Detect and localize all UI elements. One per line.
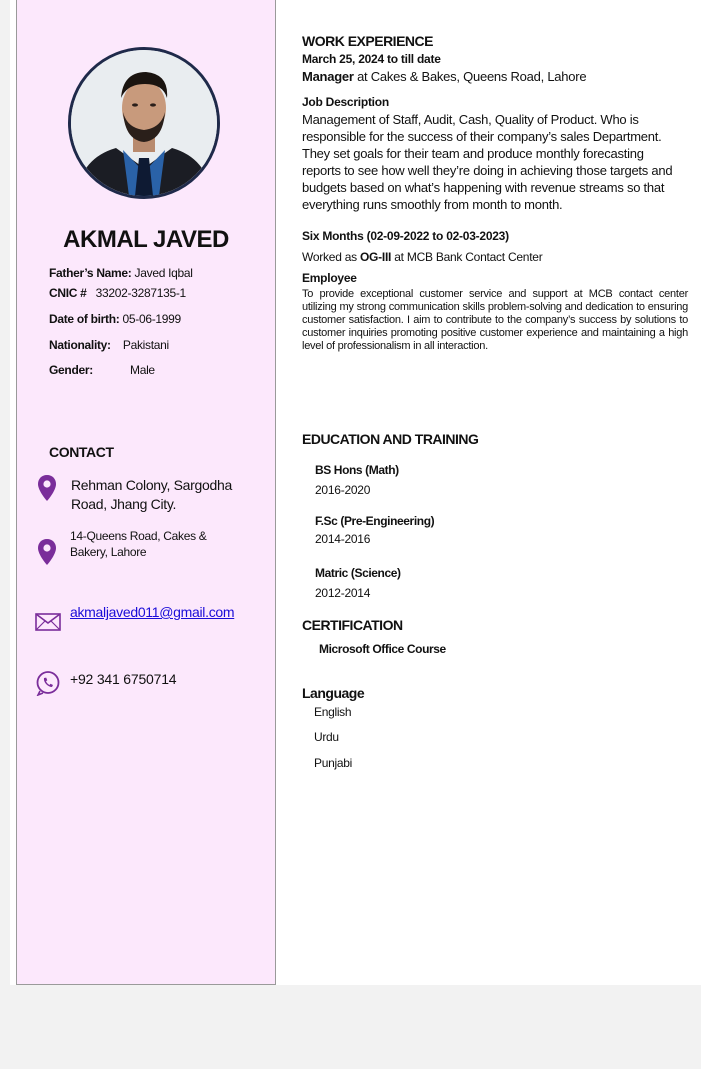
fathers-name-row [49, 266, 193, 280]
language-item: English [314, 705, 352, 719]
job2-title: Employee [302, 271, 357, 285]
dob-label: Date of birth: [49, 312, 120, 326]
nationality-row [49, 338, 169, 352]
nationality-value: Pakistani [122, 338, 169, 352]
job1-role: Manager [302, 69, 354, 84]
language-heading: Language [302, 685, 365, 701]
language-item: Punjabi [314, 756, 352, 770]
profile-photo [68, 47, 220, 199]
job2-position [302, 249, 688, 266]
cnic-label: CNIC # [49, 286, 87, 300]
location-pin-icon [37, 538, 57, 566]
work-experience-heading: WORK EXPERIENCE [302, 33, 433, 49]
education-years: 2016-2020 [315, 483, 371, 497]
address-primary: Rehman Colony, Sargodha Road, Jhang City. [71, 477, 232, 512]
envelope-icon [35, 613, 61, 631]
certification-item: Microsoft Office Course [319, 642, 446, 656]
gender-value: Male [130, 363, 155, 377]
education-title: F.Sc (Pre-Engineering) [315, 514, 435, 528]
fathers-name-value: Javed Iqbal [134, 266, 193, 280]
full-name: AKMAL JAVED [63, 226, 229, 253]
education-title: BS Hons (Math) [315, 463, 399, 477]
education-years: 2012-2014 [315, 586, 371, 600]
nationality-label: Nationality: [49, 338, 111, 352]
email-link[interactable]: akmaljaved011@gmail.com [70, 604, 235, 620]
job2-employer: at MCB Bank Contact Center [391, 250, 543, 264]
job1-description-heading: Job Description [302, 95, 389, 109]
job1-employer: at Cakes & Bakes, Queens Road, Lahore [353, 69, 587, 84]
address-secondary: 14-Queens Road, Cakes & Bakery, Lahore [70, 529, 207, 559]
gender-row [49, 363, 155, 377]
whatsapp-icon [35, 670, 61, 696]
contact-heading: CONTACT [49, 444, 114, 460]
job1-date: March 25, 2024 to till date [302, 52, 441, 66]
education-heading: EDUCATION AND TRAINING [302, 431, 479, 447]
phone-number: +92 341 6750714 [70, 671, 177, 687]
education-years: 2014-2016 [315, 532, 371, 546]
job1-position [302, 68, 688, 85]
job1-description: Management of Staff, Audit, Cash, Quality of Product. Who is responsible for the success of their company’s sales Department. They set goals for their team and produce monthly forecasting reports to see how well they’re doing in achieving those targets and budgets based on what’s happening with revenue streams so that everything runs smoothly from month to month. [302, 112, 673, 212]
cnic-value: 33202-3287135-1 [95, 286, 186, 300]
job2-role: OG-III [359, 250, 392, 264]
gender-label: Gender: [49, 363, 93, 377]
fathers-name-label: Father’s Name: [49, 266, 132, 280]
job2-date: Six Months (02-09-2022 to 02-03-2023) [302, 229, 509, 243]
education-title: Matric (Science) [315, 566, 401, 580]
certification-heading: CERTIFICATION [302, 617, 403, 633]
dob-row [49, 312, 181, 326]
job2-description: To provide exceptional customer service and support at MCB contact center utilizing my strong communication skills problem-solving and dedication to ensuring customer satisfaction. I aim to contribute to the company’s success by solutions to customer inquiries promoting positive customer experience and maintaining a high level of professionalism in all interaction. [302, 288, 688, 352]
job2-prefix: Worked as [302, 250, 360, 264]
language-item: Urdu [314, 730, 339, 744]
location-pin-icon [37, 474, 57, 502]
cnic-row [49, 286, 186, 300]
dob-value: 05-06-1999 [122, 312, 181, 326]
